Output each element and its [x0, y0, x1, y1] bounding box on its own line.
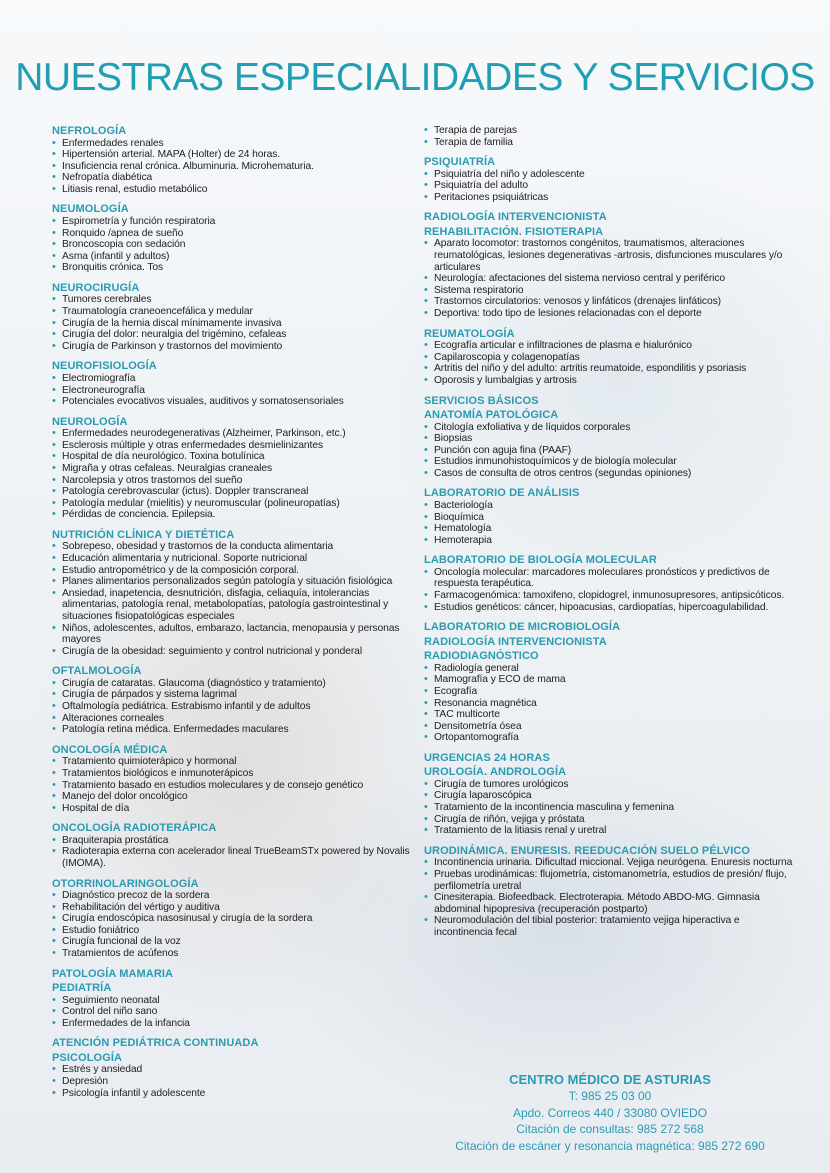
specialty-section: [52, 744, 412, 814]
service-item: • Electroneurografía: [52, 385, 412, 397]
specialty-section: [424, 845, 796, 939]
service-item: • Ortopantomografía: [424, 732, 796, 744]
specialty-section: [52, 1052, 412, 1099]
section-title: OFTALMOLOGÍA: [52, 665, 142, 678]
section-title: NEUROLOGÍA: [52, 415, 128, 428]
specialty-section: [424, 156, 796, 203]
service-item: • Densitometría ósea: [424, 721, 796, 733]
service-item: • Trastornos circulatorios: venosos y linfáticos (drenajes linfáticos): [424, 296, 796, 308]
phone-number: T: 985 25 03 00: [568, 1089, 652, 1103]
service-item: • Hospital de día: [52, 803, 412, 815]
service-item: • Potenciales evocativos visuales, auditivos y somatosensoriales: [52, 396, 412, 408]
service-item: • Capilaroscopia y colagenopatías: [424, 352, 796, 364]
service-list: [424, 857, 796, 938]
section-title: ANATOMÍA PATOLÓGICA: [424, 409, 559, 421]
specialty-section: [424, 766, 796, 836]
service-item: • Peritaciones psiquiátricas: [424, 192, 796, 204]
service-item: • Psiquiatría del adulto: [424, 180, 796, 192]
service-item: • Braquiterapia prostática: [52, 835, 412, 847]
section-title: NEFROLOGÍA: [52, 125, 127, 137]
service-list: [52, 294, 412, 352]
service-list: [52, 835, 412, 870]
section-title: ATENCIÓN PEDIÁTRICA CONTINUADA: [52, 1037, 259, 1050]
service-item: • Hospital de día neurológico. Toxina botulínica: [52, 451, 412, 463]
service-item: • Oftalmología pediátrica. Estrabismo infantil y de adultos: [52, 701, 412, 713]
service-item: • Planes alimentarios personalizados según patología y situación fisiológica: [52, 576, 412, 588]
section-title: REUMATOLOGÍA: [424, 327, 515, 340]
service-item: • Ronquido /apnea de sueño: [52, 228, 412, 240]
section-title: PEDIATRÍA: [52, 982, 112, 995]
service-item: • Estudios inmunohistoquímicos y de biología molecular: [424, 456, 796, 468]
service-item: • Mamografía y ECO de mama: [424, 674, 796, 686]
specialty-section: [52, 1037, 412, 1050]
service-item: • Patología retina médica. Enfermedades maculares: [52, 724, 412, 736]
service-list: [424, 340, 796, 386]
service-item: • Manejo del dolor oncológico: [52, 791, 412, 803]
service-item: • Traumatología craneoencefálica y medular: [52, 306, 412, 318]
service-item: • Ansiedad, inapetencia, desnutrición, disfagia, celiaquía, intolerancias alimentarias, patología renal, metabolopatías, patología gastrointestinal y situaciones fisiopatológicas especiales: [52, 588, 412, 623]
service-item: • Ecografía: [424, 686, 796, 698]
service-item: • Bioquímica: [424, 512, 796, 524]
scanner-phone: Citación de escáner y resonancia magnética: 985 272 690: [455, 1138, 765, 1153]
service-item: • Oncología molecular: marcadores moleculares pronósticos y predictivos de respuesta terapéutica.: [424, 567, 796, 590]
service-item: • Citología exfoliativa y de líquidos corporales: [424, 422, 796, 434]
service-item: • Cirugía laparoscópica: [424, 790, 796, 802]
section-title: URODINÁMICA. ENURESIS. REEDUCACIÓN SUELO PÉLVICO: [424, 844, 751, 857]
section-title: OTORRINOLARINGOLOGÍA: [52, 877, 199, 890]
service-item: • Neuromodulación del tibial posterior: tratamiento vejiga hiperactiva e incontinencia fecal: [424, 915, 796, 938]
service-item: • TAC multicorte: [424, 709, 796, 721]
service-item: • Migraña y otras cefaleas. Neuralgias craneales: [52, 463, 412, 475]
service-item: • Hemoterapia: [424, 535, 796, 547]
section-title: RADIOLOGÍA INTERVENCIONISTA: [424, 635, 607, 648]
section-title: ONCOLOGÍA MÉDICA: [52, 743, 168, 756]
service-list: [52, 216, 412, 274]
specialty-section: [424, 409, 796, 479]
service-item: • Enfermedades renales: [52, 138, 412, 150]
service-item: • Broncoscopia con sedación: [52, 239, 412, 251]
specialty-section: [424, 211, 796, 224]
specialty-section: [424, 328, 796, 387]
page-title: NUESTRAS ESPECIALIDADES Y SERVICIOS: [15, 56, 815, 99]
service-item: • Casos de consulta de otros centros (segundas opiniones): [424, 468, 796, 480]
service-item: • Tratamiento quimioterápico y hormonal: [52, 756, 412, 768]
service-item: • Radioterapia externa con acelerador lineal TrueBeamSTx powered by Novalis (IMOMA).: [52, 846, 412, 869]
service-item: • Cirugía de Parkinson y trastornos del movimiento: [52, 341, 412, 353]
service-list: [52, 541, 412, 657]
specialty-section: [424, 752, 796, 765]
service-list: [52, 678, 412, 736]
section-title: REHABILITACIÓN. FISIOTERAPIA: [424, 225, 604, 238]
service-item: • Educación alimentaria y nutricional. Soporte nutricional: [52, 553, 412, 565]
service-item: • Enfermedades de la infancia: [52, 1018, 412, 1030]
service-item: • Estrés y ansiedad: [52, 1064, 412, 1076]
section-title: PSIQUIATRÍA: [424, 156, 496, 169]
specialty-section: [52, 203, 412, 273]
service-item: • Cirugía de cataratas. Glaucoma (diagnóstico y tratamiento): [52, 678, 412, 690]
service-item: • Depresión: [52, 1076, 412, 1088]
service-item: • Esclerosis múltiple y otras enfermedades desmielinizantes: [52, 440, 412, 452]
service-item: • Electromiografía: [52, 373, 412, 385]
section-title: RADIOLOGÍA INTERVENCIONISTA: [424, 211, 607, 224]
service-item: • Farmacogenómica: tamoxifeno, clopidogrel, inmunosupresores, antipsicóticos.: [424, 590, 796, 602]
specialty-section: [52, 416, 412, 521]
specialty-section: [52, 878, 412, 960]
service-item: • Asma (infantil y adultos): [52, 251, 412, 263]
service-item: • Estudios genéticos: cáncer, hipoacusias, cardiopatías, hipercoagulabilidad.: [424, 602, 796, 614]
specialty-section: [52, 822, 412, 869]
service-item: • Aparato locomotor: trastornos congénitos, traumatismos, alteraciones reumatológicas, lesiones degenerativas -artrosis, disfunciones musculares y/o articulares: [424, 238, 796, 273]
service-item: • Insuficiencia renal crónica. Albuminuria. Microhematuria.: [52, 161, 412, 173]
service-list: [52, 428, 412, 521]
service-item: • Sistema respiratorio: [424, 285, 796, 297]
specialty-section: [52, 968, 412, 981]
service-item: • Sobrepeso, obesidad y trastornos de la conducta alimentaria: [52, 541, 412, 553]
specialty-section: [52, 982, 412, 1029]
section-title: PSICOLOGÍA: [52, 1051, 123, 1064]
section-title: LABORATORIO DE MICROBIOLOGÍA: [424, 621, 621, 634]
service-item: • Cinesiterapia. Biofeedback. Electroterapia. Método ABDO-MG. Gimnasia abdominal hipopresiva (recuperación postparto): [424, 892, 796, 915]
service-item: • Artritis del niño y del adulto: artritis reumatoide, espondilitis y psoriasis: [424, 363, 796, 375]
service-list: [52, 373, 412, 408]
service-item: • Tratamiento de la incontinencia masculina y femenina: [424, 802, 796, 814]
section-title: NEUMOLOGÍA: [52, 203, 129, 216]
contact-block: [424, 1072, 796, 1154]
service-item: • Rehabilitación del vértigo y auditiva: [52, 902, 412, 914]
specialty-section: [52, 282, 412, 352]
specialty-section: [52, 360, 412, 407]
section-title: RADIODIAGNÓSTICO: [424, 650, 539, 663]
service-list: [52, 995, 412, 1030]
service-item: • Control del niño sano: [52, 1006, 412, 1018]
service-item: • Cirugía de la hernia discal mínimamente invasiva: [52, 318, 412, 330]
service-item: • Pérdidas de conciencia. Epilepsia.: [52, 509, 412, 521]
section-title: NEUROCIRUGÍA: [52, 281, 140, 294]
service-list: [424, 169, 796, 204]
service-list: [424, 779, 796, 837]
service-item: • Bacteriología: [424, 500, 796, 512]
specialty-section: [424, 226, 796, 320]
service-list: [424, 663, 796, 744]
service-item: • Alteraciones corneales: [52, 713, 412, 725]
service-item: • Psicología infantil y adolescente: [52, 1088, 412, 1100]
specialty-section: [424, 636, 796, 649]
section-title: LABORATORIO DE ANÁLISIS: [424, 487, 580, 500]
section-title: LABORATORIO DE BIOLOGÍA MOLECULAR: [424, 554, 657, 567]
service-list: [52, 890, 412, 960]
specialty-section: [424, 125, 796, 148]
service-item: • Tratamientos de acúfenos: [52, 948, 412, 960]
service-item: • Cirugía de riñón, vejiga y próstata: [424, 814, 796, 826]
section-title: PATOLOGÍA MAMARIA: [52, 967, 174, 980]
section-title: NUTRICIÓN CLÍNICA Y DIETÉTICA: [52, 528, 235, 541]
service-item: • Cirugía de la obesidad: seguimiento y control nutricional y ponderal: [52, 646, 412, 658]
service-list: [424, 125, 796, 148]
service-list: [424, 238, 796, 319]
appointments-phone: Citación de consultas: 985 272 568: [516, 1122, 704, 1136]
specialty-section: [424, 554, 796, 613]
service-item: • Cirugía funcional de la voz: [52, 936, 412, 948]
service-item: • Ecografía articular e infiltraciones de plasma e hialurónico: [424, 340, 796, 352]
service-item: • Terapia de familia: [424, 137, 796, 149]
specialty-section: [424, 487, 796, 546]
section-title: URGENCIAS 24 HORAS: [424, 751, 550, 764]
left-column: [52, 125, 412, 1107]
service-list: [52, 756, 412, 814]
specialty-section: [424, 395, 796, 408]
service-item: • Biopsias: [424, 433, 796, 445]
specialty-section: [52, 665, 412, 735]
service-item: • Patología medular (mielitis) y neuromuscular (polineuropatías): [52, 498, 412, 510]
service-item: • Cirugía endoscópica nasosinusal y cirugía de la sordera: [52, 913, 412, 925]
service-list: [424, 567, 796, 613]
service-item: • Hematología: [424, 523, 796, 535]
service-item: • Radiología general: [424, 663, 796, 675]
center-name: CENTRO MÉDICO DE ASTURIAS: [509, 1072, 711, 1087]
service-list: [52, 1064, 412, 1099]
specialty-section: [424, 621, 796, 634]
service-item: • Espirometría y función respiratoria: [52, 216, 412, 228]
service-list: [424, 422, 796, 480]
service-item: • Deportiva: todo tipo de lesiones relacionadas con el deporte: [424, 308, 796, 320]
service-item: • Tratamiento de la litiasis renal y uretral: [424, 825, 796, 837]
specialty-section: [52, 125, 412, 195]
section-title: SERVICIOS BÁSICOS: [424, 394, 539, 407]
service-item: • Diagnóstico precoz de la sordera: [52, 890, 412, 902]
service-item: • Resonancia magnética: [424, 698, 796, 710]
service-item: • Hipertensión arterial. MAPA (Holter) de 24 horas.: [52, 149, 412, 161]
service-item: • Pruebas urodinámicas: flujometría, cistomanometría, estudios de presión/ flujo, perfilometría uretral: [424, 869, 796, 892]
service-item: • Bronquitis crónica. Tos: [52, 262, 412, 274]
service-item: • Oporosis y lumbalgias y artrosis: [424, 375, 796, 387]
section-title: UROLOGÍA. ANDROLOGÍA: [424, 766, 567, 779]
service-item: • Tratamiento basado en estudios moleculares y de consejo genético: [52, 780, 412, 792]
service-item: • Narcolepsia y otros trastornos del sueño: [52, 475, 412, 487]
specialty-section: [52, 529, 412, 657]
service-item: • Cirugía de tumores urológicos: [424, 779, 796, 791]
service-item: • Niños, adolescentes, adultos, embarazo, lactancia, menopausia y personas mayores: [52, 623, 412, 646]
service-item: • Nefropatía diabética: [52, 172, 412, 184]
section-title: NEUROFISIOLOGÍA: [52, 360, 157, 373]
service-item: • Tumores cerebrales: [52, 294, 412, 306]
service-list: [52, 138, 412, 196]
postal-address: Apdo. Correos 440 / 33080 OVIEDO: [512, 1105, 708, 1120]
service-item: • Patología cerebrovascular (ictus). Doppler transcraneal: [52, 486, 412, 498]
service-item: • Estudio foniátrico: [52, 925, 412, 937]
service-item: • Cirugía de párpados y sistema lagrimal: [52, 689, 412, 701]
service-item: • Neurología: afectaciones del sistema nervioso central y periférico: [424, 273, 796, 285]
service-item: • Seguimiento neonatal: [52, 995, 412, 1007]
service-item: • Tratamientos biológicos e inmunoterápicos: [52, 768, 412, 780]
service-item: • Incontinencia urinaria. Dificultad miccional. Vejiga neurógena. Enuresis nocturna: [424, 857, 796, 869]
right-column: [424, 125, 796, 947]
service-item: • Enfermedades neurodegenerativas (Alzheimer, Parkinson, etc.): [52, 428, 412, 440]
service-list: [424, 500, 796, 546]
specialty-section: [424, 650, 796, 744]
service-item: • Cirugía del dolor: neuralgia del trigémino, cefaleas: [52, 329, 412, 341]
service-item: • Terapia de parejas: [424, 125, 796, 137]
section-title: ONCOLOGÍA RADIOTERÁPICA: [52, 822, 217, 835]
service-item: • Psiquiatría del niño y adolescente: [424, 169, 796, 181]
service-item: • Estudio antropométrico y de la composición corporal.: [52, 565, 412, 577]
service-item: • Litiasis renal, estudio metabólico: [52, 184, 412, 196]
service-item: • Punción con aguja fina (PAAF): [424, 445, 796, 457]
